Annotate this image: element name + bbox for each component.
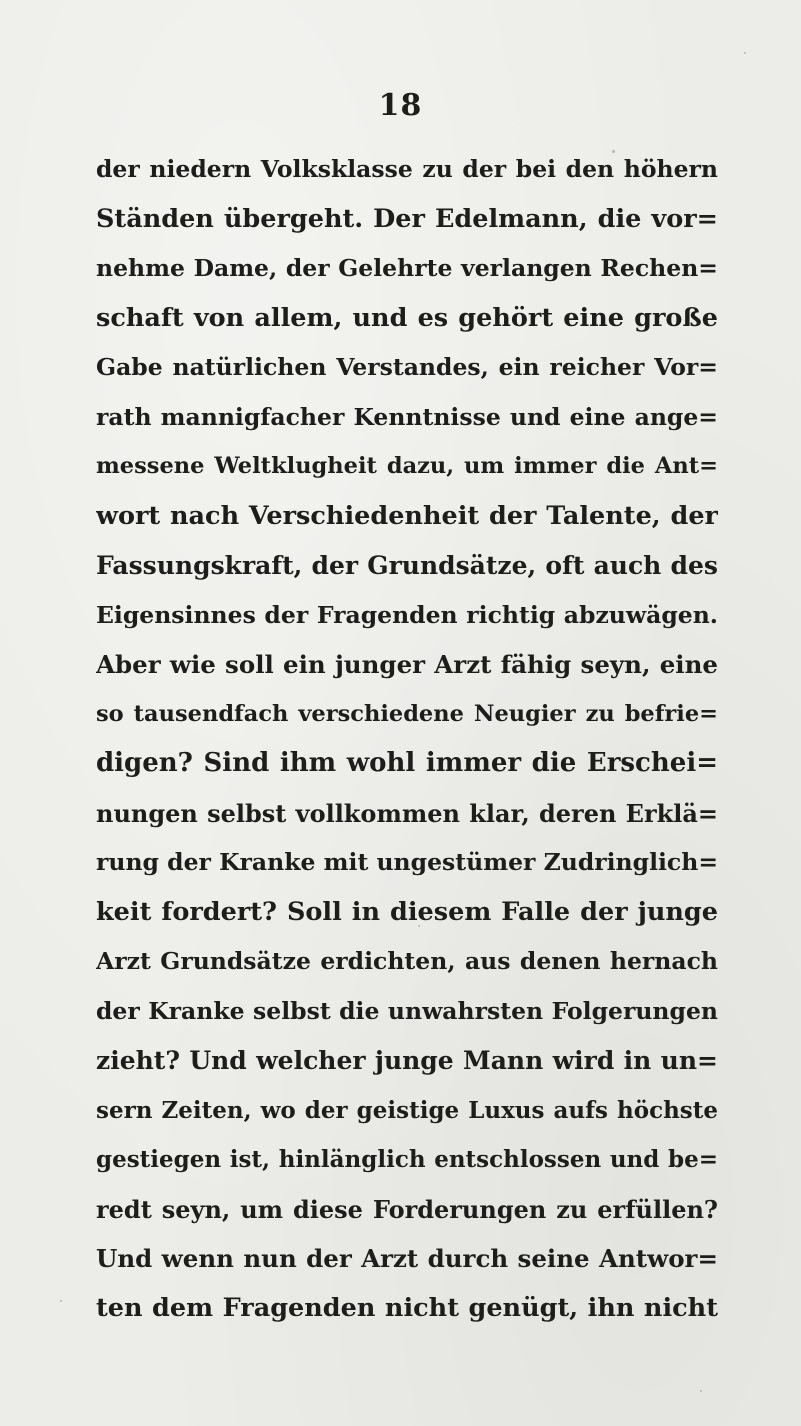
text-line: der niedern Volksklasse zu der bei den höhern [96, 155, 718, 183]
text-line: nehme Dame, der Gelehrte verlangen Rechen= [96, 254, 718, 282]
text-line: messene Weltklugheit dazu, um immer die Ant= [96, 453, 718, 479]
text-line: zieht? Und welcher junge Mann wird in un= [96, 1046, 718, 1075]
text-line: digen? Sind ihm wohl immer die Erschei= [96, 748, 718, 778]
text-line: wort nach Verschiedenheit der Talente, der [96, 500, 718, 531]
text-line: gestiegen ist, hinlänglich entschlossen und be= [96, 1146, 718, 1173]
text-line: rung der Kranke mit ungestümer Zudringlich= [96, 848, 718, 876]
text-line: rath mannigfacher Kenntnisse und eine ange= [96, 402, 718, 431]
text-line: Eigensinnes der Fragenden richtig abzuwägen. [96, 600, 718, 629]
text-line: Gabe natürlichen Verstandes, ein reicher Vor= [96, 353, 718, 381]
text-line: Arzt Grundsätze erdichten, aus denen hernach [96, 947, 718, 975]
text-line: Und wenn nun der Arzt durch seine Antwor= [96, 1244, 718, 1273]
text-line: Fassungskraft, der Grundsätze, oft auch des [96, 551, 718, 580]
text-line: Aber wie soll ein junger Arzt fähig seyn, eine [96, 650, 718, 679]
text-line: schaft von allem, und es gehört eine große [96, 302, 718, 333]
body-text [96, 145, 718, 1333]
text-line: Ständen übergeht. Der Edelmann, die vor= [96, 203, 718, 234]
text-line: keit fordert? Soll in diesem Falle der junge [96, 896, 718, 927]
text-line: redt seyn, um diese Forderungen zu erfüllen? [96, 1194, 718, 1224]
text-line: so tausendfach verschiedene Neugier zu befrie= [96, 700, 718, 727]
text-line: der Kranke selbst die unwahrsten Folgerungen [96, 996, 718, 1025]
text-line: sern Zeiten, wo der geistige Luxus aufs höchste [96, 1096, 718, 1124]
text-line: nungen selbst vollkommen klar, deren Erklä= [96, 798, 718, 828]
page-number: 18 [378, 88, 423, 123]
text-line: ten dem Fragenden nicht genügt, ihn nicht [96, 1292, 718, 1323]
